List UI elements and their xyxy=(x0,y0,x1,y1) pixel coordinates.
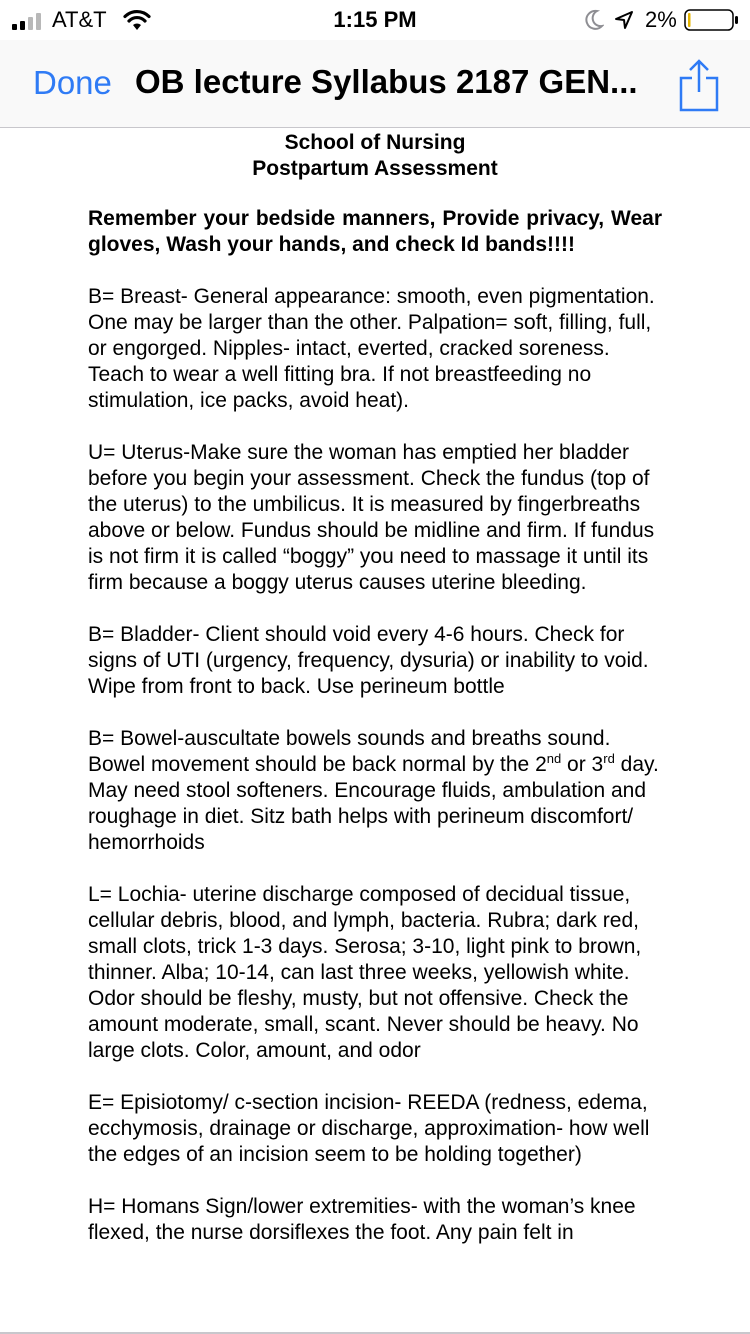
doc-heading-line-1: School of Nursing xyxy=(284,131,466,154)
ordinal-suffix: nd xyxy=(546,751,562,766)
section-episiotomy xyxy=(88,1090,660,1168)
section-key: B= xyxy=(88,623,115,646)
nav-bar xyxy=(0,40,750,128)
battery-icon xyxy=(684,9,740,31)
doc-heading xyxy=(0,128,750,182)
section-bladder xyxy=(88,622,660,700)
battery-percent: 2% xyxy=(645,7,677,32)
section-key: B= xyxy=(88,727,115,750)
doc-heading-line-2: Postpartum Assessment xyxy=(252,157,498,180)
section-text: Bowel-auscultate bowels sounds and breaths sound. Bowel movement should be back normal by the 2 xyxy=(88,727,611,776)
section-key: L= xyxy=(88,883,112,906)
section-text: day. May need stool softeners. Encourage fluids, ambulation and roughage in diet. Sitz bath helps with perineum discomfort/ hemorrhoids xyxy=(88,753,659,854)
document-title: OB lecture Syllabus 2187 GEN... xyxy=(135,63,638,100)
section-text: or 3 xyxy=(561,753,604,776)
done-button[interactable]: Done xyxy=(33,64,112,101)
carrier-label: AT&T xyxy=(52,7,107,32)
section-homans xyxy=(88,1194,660,1246)
section-text: Lochia- uterine discharge composed of decidual tissue, cellular debris, blood, and lymph, bacteria. Rubra; dark red, small clots, trick 1-3 days. Serosa; 3-10, light pink to brown, thinner. Alba; 10-14, can last three weeks, yellowish white. Odor should be fleshy, musty, but not offensive. Check the amount moderate, small, scant. Never should be heavy. No large clots. Color, amount, and odor xyxy=(88,883,642,1062)
section-text: Homans Sign/lower extremities- with the woman’s knee flexed, the nurse dorsiflexes the foot. Any pain felt in xyxy=(88,1195,636,1244)
section-text: Uterus-Make sure the woman has emptied her bladder before you begin your assessment. Check the fundus (top of the uterus) to the umbilicus. It is measured by fingerbreaths above or below. Fundus should be midline and firm. If fundus is not firm it is called “boggy” you need to massage it until its firm because a boggy uterus causes uterine bleeding. xyxy=(88,441,655,594)
section-key: E= xyxy=(88,1091,115,1114)
section-key: H= xyxy=(88,1195,116,1218)
reminder-paragraph: Remember your bedside manners, Provide privacy, Wear gloves, Wash your hands, and check Id bands!!!! xyxy=(88,207,662,256)
status-time: 1:15 PM xyxy=(333,7,417,32)
section-bowel xyxy=(88,726,660,856)
section-breast xyxy=(88,284,660,414)
section-text: Episiotomy/ c-section incision- REEDA (redness, edema, ecchymosis, drainage or discharge, approximation- how well the edges of an incision seem to be holding together) xyxy=(88,1091,650,1166)
document-viewer[interactable] xyxy=(0,128,750,1334)
do-not-disturb-icon xyxy=(584,9,604,31)
section-uterus xyxy=(88,440,660,596)
location-icon xyxy=(614,10,634,30)
section-key: U= xyxy=(88,441,116,464)
section-key: B= xyxy=(88,285,115,308)
status-bar xyxy=(0,0,750,40)
section-lochia xyxy=(88,882,660,1064)
section-text: Breast- General appearance: smooth, even pigmentation. One may be larger than the other. Palpation= soft, filling, full, or engorged. Nipples- intact, everted, cracked soreness. Teach to wear a well fitting bra. If not breastfeeding no stimulation, ice packs, avoid heat). xyxy=(88,285,655,412)
share-icon[interactable] xyxy=(678,58,720,112)
ordinal-suffix: rd xyxy=(603,751,615,766)
section-text: Bladder- Client should void every 4-6 hours. Check for signs of UTI (urgency, frequency, dysuria) or inability to void. Wipe from front to back. Use perineum bottle xyxy=(88,623,649,698)
